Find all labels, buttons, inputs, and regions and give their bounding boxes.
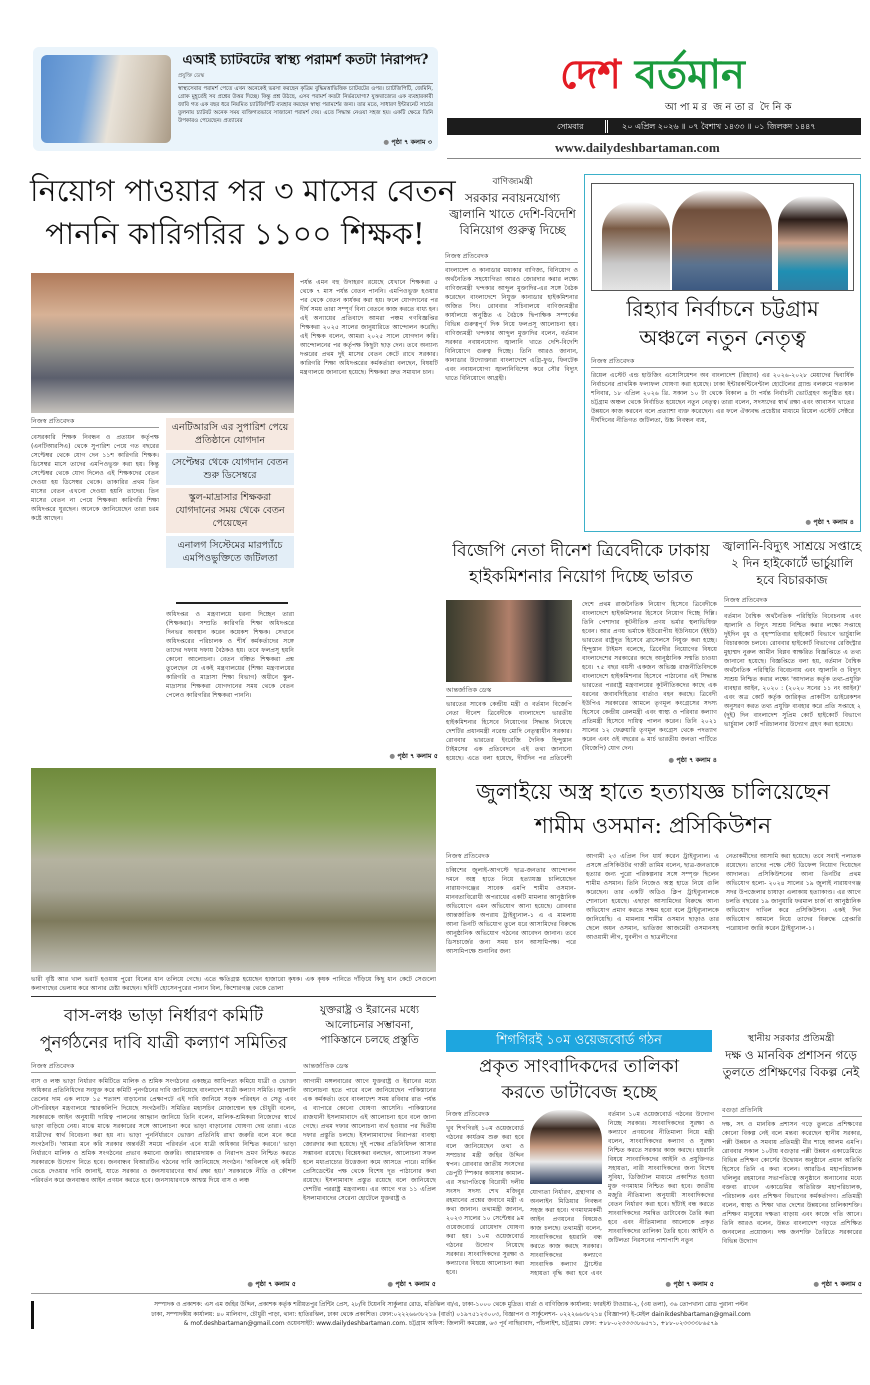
teaser-jump[interactable]: ● পৃষ্ঠা ৭ কলাম ৩	[383, 137, 432, 148]
pull-quote: এনালগ সিস্টেমের মারপ্যাঁচে এমপিওভুক্তিতে জটিলতা	[166, 536, 294, 568]
rehab-photos	[591, 183, 854, 291]
us-iran-headline[interactable]: যুক্তরাষ্ট্র ও ইরানের মধ্যে আলোচনার সম্ভাবনা, পাকিস্তানে চলছে প্রস্তুতি	[319, 1004, 420, 1046]
shamim-byline: নিজস্ব প্রতিবেদক	[446, 852, 576, 863]
lead-byline: নিজস্ব প্রতিবেদক	[31, 417, 159, 428]
wage-headline[interactable]	[446, 1054, 712, 1106]
lead-body-col1: বেসরকারি শিক্ষক নিবন্ধন ও প্রত্যয়ন কর্তৃপক্ষ (এনটিআরসিএ) থেকে সুপারিশ পেয়ে গত বছরের সেপ্টেম্বর থেকে যোগ দেন ১১শ কারিগরি শিক্ষক। ডিসেম্বর মাসে তাদের এমপিওভুক্ত করা হয়। কিন্তু সেপ্টেম্বর থেকে যোগ দিলেও এই শিক্ষকদের বেতন দেওয়া হয় ডিসেম্বর থেকে। তাকারির প্রথম তিন মাসের বেতন এখনো দেওয়া হয়নি তাদের। তিন মাসের বেতন না পেয়ে শিক্ষকরা কারিগরি শিক্ষা অধিদপ্তরে ঘুরছেন। অনেকে জানিয়েছেন তারা চরম কষ্টে আছেন।	[31, 434, 159, 522]
flood-photo	[31, 768, 436, 972]
minister-kicker: স্থানীয় সরকার প্রতিমন্ত্রী	[747, 1033, 835, 1044]
bjp-headline[interactable]	[445, 538, 717, 590]
rehab-headline-line1: রিহ্যাব নির্বাচনে চট্টগ্রাম	[626, 297, 819, 321]
shamim-headline[interactable]	[445, 776, 861, 844]
shamim-body-col1: চব্বিশের জুলাই-আগস্টে ছাত্র-জনতার আন্দোলন দমনে অস্ত্র হাতে নিয়ে হত্যাযজ্ঞ চালিয়েছেন নারায়ণগঞ্জের সাবেক এমপি শামীম ওসমান- মানবতাবিরোধী অপরাধের একটি মামলার আনুষ্ঠানিক অভিযোগে এমন অভিযোগ আনা হয়েছে। রোববার আন্তর্জাতিক অপরাধ ট্রাইব্যুনাল-১ এ এ মামলায় আনা তিনটি অভিযোগ তুলে ধরে আসামিদের বিরুদ্ধে আনুষ্ঠানিক অভিযোগ গঠনের আবেদন জানান। তবে ডিসচার্জের জন্য সময় চান আসামিপক্ষ। পরে আসামিপক্ষে শুনানির জন্য	[446, 867, 576, 955]
masthead-rule	[447, 158, 861, 159]
imprint-line1: সম্পাদক ও প্রকাশক: এস এম জহির উদ্দিন, প্রকাশক কর্তৃক শরীয়তপুর প্রিন্টিং প্রেস, ২৮/বি টয়েনবি সার্কুলার রোড, মতিঝিল বা/এ, ঢাকা-১০০০ থেকে মুদ্রিত। বার্তা ও বাণিজ্যিক কার্যালয়: ফারইস্ট টাওয়ার-২, (৩য় তলা), ৩৬ তোপখানা রোড পুরানা পল্টন	[154, 1301, 748, 1308]
us-iran-jump[interactable]: ● পৃষ্ঠা ৭ কলাম ৫	[340, 1280, 436, 1289]
bjp-headline-line2: হাইকমিশনার নিয়োগ দিচ্ছে ভারত	[469, 567, 693, 587]
teaser-photo	[41, 55, 171, 143]
commerce-body: বাংলাদেশ ও কানাডার মধ্যকার বাণিজ্য, বিনিয়োগ ও অর্থনৈতিক সহযোগিতা আরও জোরদার করার লক্ষ্যে বাণিজ্যমন্ত্রী খন্দকার আব্দুল মুক্তাদির-এর সঙ্গে বৈঠক করেছেন বাংলাদেশে নিযুক্ত কানাডার হাইকমিশনার অজিত সিং। রোববার সচিবালয়ে বাণিজ্যমন্ত্রীর কার্যালয়ে অনুষ্ঠিত এ বৈঠকে দ্বিপাক্ষিক সম্পর্কের বিভিন্ন গুরুত্বপূর্ণ দিক নিয়ে ফলপ্রসূ আলোচনা হয়। বাণিজ্যমন্ত্রী খন্দকার আব্দুল মুক্তাদির বলেন, বর্তমান সরকার নবায়নযোগ্য জ্বালানি খাতে দেশি-বিদেশি বিনিয়োগে গুরুত্ব দিচ্ছে। তিনি আরও জানান, কানাডার উদ্যোক্তারা বাংলাদেশে এগ্রি-ফুড, ফিনটেক এবং নবায়নযোগ্য জ্বালানিবিশেষ করে সৌর বিদ্যুৎ খাতে বিনিয়োগে আগ্রহী।	[445, 267, 578, 382]
imprint-bar-mark	[31, 1301, 34, 1329]
lead-headline-line1: নিয়োগ পাওয়ার পর ৩ মাসের বেতন	[30, 174, 456, 209]
minister-headline[interactable]: দক্ষ ও মানবিক প্রশাসন গড়ে তুলতে প্রশিক্ষণের বিকল্প নেই	[722, 1048, 860, 1079]
lead-headline-line2: পাননি কারিগরির ১১০০ শিক্ষক!	[45, 217, 425, 252]
minister-jump[interactable]: ● পৃষ্ঠা ৭ কলাম ৫	[760, 1280, 862, 1289]
bjp-headline-line1: বিজেপি নেতা দীনেশ ত্রিবেদীকে ঢাকায়	[452, 541, 710, 561]
bus-headline[interactable]	[31, 1003, 296, 1057]
rehab-headline[interactable]	[591, 295, 854, 353]
bus-body: বাস ও লঞ্চ ভাড়া নির্ধারণ কমিটিতে মালিক ও শ্রমিক সংগঠনের একচ্ছত্র আধিপত্য কমিয়ে যাত্রী ও ভোক্তা অধিকার প্রতিনিধিদের সংযুক্ত করে কমিটি পুনর্গঠনের দাবি জানিয়েছে বাংলাদেশ যাত্রী কল্যাণ সমিতি। জ্বালানি তেলের দাম এক লাফে ১৫ শতাংশ বাড়ানোর প্রেক্ষাপটে এই দাবি জানিয়ে সড়ক পরিবহন ও সেতু এবং নৌপরিবহন মন্ত্রণালয়ে স্মারকলিপি দিয়েছে সংগঠনটি। সমিতির মহাসচিব মোজাম্মেল হক চৌধুরী বলেন, সরকারকে আইন অনুযায়ী দায়িত্ব পালনের আহ্বান জানিয়ে তিনি বলেন, মালিক-শ্রমিকরা নিজেদের স্বার্থে ভাড়া বাড়িয়ে নেয়। মাঝে মাঝে সরকারের সঙ্গে আলোচনা করে ভাড়া বাড়ানোর ঘোষণা দেয় তারা। এতে যাত্রীদের স্বার্থ বিবেচনা করা হয় না। ভাড়া পুনর্নির্ধারণে ভোক্তা প্রতিনিধি রাখা জরুরি বলে মনে করে সংগঠনটি। 'আমরা মনে করি সরকার অন্তর্বর্তী সময়ে পরিবর্তন এনে যাত্রী অধিকার নিশ্চিত করবে।' ভাড়া নির্ধারণে মালিক ও শ্রমিক সংগঠনের প্রভাব কমানো জরুরি। আরামদায়ক ও নিরাপদ ভ্রমণ নিশ্চিত করতে সরকারকে উদ্যোগ নিতে হবে। জনবান্ধব বিআরটিএ গঠনের দাবি জানিয়েছে সংগঠন। 'অবিলম্বে এই কমিটি ভেঙে দেওয়ার দাবি জানাই, যাতে সরকার ও জনসাধারণের স্বার্থ রক্ষা হয়।' সরকারকে নীতি ও কৌশল পরিবর্তন করে জনবান্ধব আইন প্রণয়ন করতে হবে। জনসাধারণকে আশ্বস্ত দিয়ে বাস ও লঞ্চ	[31, 1078, 296, 1184]
website-url[interactable]: www.dailydeshbartaman.com	[555, 140, 720, 155]
shamim-headline-line2: শামীম ওসমান: প্রসিকিউশন	[534, 814, 772, 839]
date-text: ২০ এপ্রিল ২০২৬ ॥ ০৭ বৈশাখ ১৪৩৩ ॥ ০১ জিলকদ ১৪৪৭	[622, 122, 816, 131]
lead-headline[interactable]	[30, 170, 456, 256]
lead-body-col3: অধিদপ্তর ও মন্ত্রণালয়ে ধরনা দিচ্ছেন তারা (শিক্ষকরা)। সম্প্রতি কারিগরি শিক্ষা অধিদপ্তরে দিনভর অবস্থান করেন কয়েকশ শিক্ষক। সেখানে অধিদপ্তরের পরিচালক ও শীর্ষ কর্মকর্তাদের সঙ্গে তাদের দফায় দফায় বৈঠকও হয়। তবে ফলপ্রসূ হয়নি কোনো আলোচনা। বেতন বঞ্চিত শিক্ষকরা প্রশ্ন তুলেছেন যে একই মন্ত্রণালয়ের (শিক্ষা মন্ত্রণালয়ের কারিগরি ও মাদ্রাসা শিক্ষা বিভাগ) অধীনে স্কুল-মাদ্রাসার শিক্ষকরা যোগদানের সময় থেকে বেতন পেলেও কারিগরির শিক্ষকরা পাননি।	[166, 611, 294, 699]
portrait-center	[672, 190, 772, 290]
shamim-body-col2: আগামী ২৩ এপ্রিল দিন ধার্য করেন ট্রাইব্যুনাল। এ প্রসঙ্গে প্রসিকিউটর গাজী তামিম বলেন, ছাত্র-জনতাকে হত্যার জন্য পুরো পরিকল্পনার সঙ্গে সম্পৃক্ত ছিলেন শামীম ওসমান। তিনি নিজেও অস্ত্র হাতে নিয়ে গুলি করেছেন। তার একটি অডিও ক্লিপ ট্রাইব্যুনালকে শোনানো হয়েছে। এছাড়া আসামিদের বিরুদ্ধে আনা অভিযোগ প্রমাণ করতে সক্ষম হবো বলে ট্রাইব্যুনালকে জানিয়েছি। এ মামলায় শামীম ওসমান ছাড়াও তার ছেলে অয়ন ওসমান, ভাতিজা আজমেরী ওসমানসহ আওয়ামী লীগ, যুবলীগ ও ছাত্রলীগের	[586, 853, 719, 941]
commerce-headline[interactable]: সরকার নবায়নযোগ্য জ্বালানি খাতে দেশি-বিদেশি বিনিয়োগ গুরুত্ব দিচ্ছে	[449, 191, 576, 237]
court-body: বর্তমান বৈশ্বিক অর্থনৈতিক পরিস্থিতি বিবেচনায় এবং জ্বালানি ও বিদ্যুৎ সাশ্রয় নিশ্চিত করার লক্ষ্যে সপ্তাহে দুইদিন বুধ ও বৃহস্পতিবার হাইকোর্ট বিভাগে ভার্চুয়ালি বিচারকাজ চলবে। রোববার হাইকোর্ট বিভাগের রেজিস্ট্রার মুহাম্মদ নুরুল আমীন বিপ্লব স্বাক্ষরিত বিজ্ঞপ্তিতে এ তথ্য জানানো হয়েছে। বিজ্ঞপ্তিতে বলা হয়, বর্তমান বৈশ্বিক অর্থনৈতিক পরিস্থিতি বিবেচনায় এবং জ্বালানি ও বিদ্যুৎ সাশ্রয় নিশ্চিত করার লক্ষ্যে 'আদালত কর্তৃক তথ্য-প্রযুক্তি ব্যবহার আইন, ২০২০ : (২০২০ সনের ১১ নং আইন)' এবং অত্র কোর্ট কর্তৃক জারিকৃত প্রাকটিস ডাইরেকশন অনুসরণ করত তথ্য প্রযুক্তি ব্যবহার করে প্রতি সপ্তাহে ২ (দুই) দিন বাংলাদেশ সুপ্রিম কোর্ট হাইকোর্ট বিভাগে ভার্চুয়াল কোর্ট পরিচালনার উদ্যোগ গ্রহণ করা হয়েছে।	[724, 613, 861, 728]
bjp-photo	[446, 600, 572, 682]
rehab-box[interactable]	[584, 174, 861, 532]
lead-pullquotes	[166, 418, 294, 596]
date-bar	[447, 118, 861, 135]
bjp-byline: আন্তর্জাতিক ডেস্ক	[446, 686, 572, 697]
us-iran-body: আগামী মঙ্গলবারের আগে যুক্তরাষ্ট্র ও ইরানের মধ্যে আলোচনা হতে পারে বলে জানিয়েছেন পাকিস্তানের এক কর্মকর্তা। তবে বাংলাদেশ সময় রবিবার রাত পর্যন্ত এ ব্যাপারে কোনো ঘোষণা আসেনি। পাকিস্তানের রাজধানী ইসলামাবাদে এই আলোচনা হবে বলে জানা গেছে। প্রথম দফার আলোচনা ব্যর্থ হওয়ার পর দ্বিতীয় দফার প্রস্তুতি চলছে। ইসলামাবাদের নিরাপত্তা ব্যবস্থা জোরদার করা হয়েছে। দুই পক্ষের প্রতিনিধিদল আসার সম্ভাবনা রয়েছে। বিশ্লেষকরা বলছেন, আলোচনা সফল হলে মধ্যপ্রাচ্যের উত্তেজনা কমে আসতে পারে। মার্কিন প্রেসিডেন্টের পক্ষ থেকে বিশেষ দূত পাঠানোর কথা রয়েছে। ইসলামাবাদ প্রস্তুত রয়েছে বলে জানিয়েছে দেশটির পররাষ্ট্র মন্ত্রণালয়। এর আগে গত ১১ এপ্রিল ইসলামাবাদের সেরেনা হোটেলে যুক্তরাষ্ট্র ও	[303, 1078, 436, 1202]
us-iran-byline: আন্তর্জাতিক ডেস্ক	[303, 1062, 436, 1073]
section-rule	[31, 996, 436, 997]
bjp-body-col2: দেশে প্রথম রাজনৈতিক নিয়োগ হিসেবে ত্রিবেদীকে বাংলাদেশে হাইকমিশনার হিসেবে নিয়োগ দিচ্ছে দিল্লি। তিনি পেশাদার কূটনীতিক প্রণয় ভর্মার স্থলাভিষিক্ত হবেন। আর প্রণয় ভর্মাকে ইউরোপীয় ইউনিয়নে (ইইউ) ভারতের রাষ্ট্রদূত হিসেবে ব্রাসেলসে নিযুক্ত করা হচ্ছে। হিন্দুস্তান টাইমস বলেছে, ত্রিবেদীর নিয়োগের বিষয়ে বাংলাদেশের সরকারের কাছে আনুষ্ঠানিক সম্মতি চাওয়া হবে। ৭৫ বছর বয়সী একজন অভিজ্ঞ রাজনীতিবিদকে বাংলাদেশে হাইকমিশনার হিসেবে পাঠানোর এই সিদ্ধান্ত ভারতের পররাষ্ট্র মন্ত্রণালয়ের কূটনীতিকদের কাছে এক ধরনের জবাবদিহিতার বার্তাও বহন করছে। ত্রিবেদী ইউপিএ সরকারের আমলে তৃণমূল কংগ্রেসের সদস্য হিসেবে কেন্দ্রীয় রেলমন্ত্রী এবং স্বাস্থ্য ও পরিবার কল্যাণ প্রতিমন্ত্রী হিসেবে দায়িত্ব পালন করেন। তিনি ২০২১ সালের ১২ ফেব্রুয়ারি তৃণমূল কংগ্রেস থেকে পদত্যাগ করেন এবং ওই বছরের ৬ মার্চ ভারতীয় জনতা পার্টিতে (বিজেপি) যোগ দেন।	[582, 601, 717, 752]
date-day: সোমবার	[557, 122, 584, 131]
date-separator	[605, 120, 608, 133]
logo-part-desh: দেশ	[560, 51, 621, 98]
lead-photo	[31, 273, 294, 413]
court-byline: নিজস্ব প্রতিবেদক	[724, 596, 861, 607]
pull-quote: স্কুল-মাদ্রাসার শিক্ষকরা যোগদানের সময় থেকে বেতন পেয়েছেন	[166, 488, 294, 533]
bus-headline-line1: বাস-লঞ্চ ভাড়া নির্ধারণ কমিটি	[63, 1006, 264, 1026]
minister-photo	[530, 1110, 602, 1184]
pull-quote: এনটিআরসি এর সুপারিশ পেয়ে প্রতিষ্ঠানে যোগদান	[166, 418, 294, 450]
lead-body-col2: পর্যন্ত এমন বহু উদাহরণ রয়েছে যেখানে শিক্ষকরা ৫ থেকে ৭ মাস পর্যন্ত বেতন পাননি। এমপিওভুক্ত হওয়ার পর থেকে বেতন কার্যকর করা হয়। ফলে যোগদানের পর দীর্ঘ সময় তারা সম্পূর্ণ বিনা বেতনে কাজ করতে বাধ্য হন। এই অন্যায়ের প্রতিবাদে আমরা পঞ্চম গণবিজ্ঞপ্তির শিক্ষকরা ২০২৫ সালের জানুয়ারিতে আন্দোলন করেছি। এই শিক্ষক বলেন, আমরা ২০২৫ সালে যোগদান করি। আন্দোলনের পর কর্তৃপক্ষ কিছুটা ছাড় দেন। তবে অন্যান্য দপ্তরের প্রথম দুই মাসের বেতন কেটে রাখে সরকার। কারিগরি শিক্ষা অধিদপ্তরের কর্মকর্তারা বলছেন, বিষয়টি মন্ত্রণালয়ে জানানো হয়েছে। শিক্ষকরা দ্রুত সমাধান চান।	[300, 279, 438, 376]
masthead-tagline: আ পা ম র জ ন তা র দৈ নি ক	[665, 102, 792, 113]
flood-caption: ভারী বৃষ্টি আর খাল ভরাট হওয়ায় পুরো বিলের ধান তলিয়ে গেছে। এতে ক্ষতিগ্রস্ত হয়েছেন হাজারো কৃষক। এক কৃষক পানিতে দাঁড়িয়ে কিছু ধান কেটে সেগুলো কলাগাছের ভেলায় করে আনার চেষ্টা করছেন। ছবিটি হোসেনপুরের পানান বিল, কিশোরগঞ্জ থেকে তোলা	[31, 976, 436, 992]
portrait-left	[602, 202, 670, 290]
teaser-box[interactable]	[33, 47, 438, 151]
lead-jump[interactable]: ● পৃষ্ঠা ৭ কলাম ৫	[330, 752, 438, 761]
wage-banner[interactable]: শিগগিরই ১০ম ওয়েজবোর্ড গঠন	[446, 1030, 712, 1052]
rehab-byline: নিজস্ব প্রতিবেদক	[591, 357, 854, 368]
shamim-headline-line1: জুলাইয়ে অস্ত্র হাতে হত্যাযজ্ঞ চালিয়েছেন	[476, 780, 830, 805]
imprint-line2: ঢাকা, সম্পাদকীয় কার্যালয়: ৪০ মালিবাগ, চৌধুরী পাড়া, থানা: হাতিরঝিল, ঢাকা থেকে প্রকাশিত। ফোন:০২২২৬৬৩৮২১৬ (বার্তা) ০১৯৭৫১২৩০০৩, বিজ্ঞাপন ও সার্কুলেশন- ০২২২৬৬৩৮২১৪ (বিজ্ঞাপন) ই-মেইল dainikdeshbartaman@gmail.com	[151, 1310, 751, 1318]
logo-part-bartaman: বর্তমান	[634, 51, 745, 98]
minister-byline: বগুড়া প্রতিনিধি	[722, 1106, 862, 1117]
teaser-byline: প্রযুক্তি ডেস্ক	[178, 73, 433, 84]
rehab-body: রিয়েল এস্টেট এন্ড হাউজিং এসোসিয়েশন অব বাংলাদেশ (রিহ্যাব) এর ২০২৬-২০২৮ মেয়াদের দ্বিবার্ষিক নির্বাচনের প্রাথমিক ফলাফল ঘোষণা করা হয়েছে। ঢাকা ইন্টারকন্টিনেন্টাল হোটেলের গ্র্যান্ড বলরুমে গতকাল শনিবার, ১৮ এপ্রিল ২০২৬ খ্রি. সকাল ১০ টা থেকে বিকাল ৪ টা পর্যন্ত নির্বাচনী ভোটগ্রহণ অনুষ্ঠিত হয়। চট্টগ্রাম অঞ্চল থেকে নির্বাচিত হয়েছেন নতুন নেতৃত্ব। তারা বলেন, সদস্যদের স্বার্থ রক্ষা এবং আবাসন খাতের উন্নয়নে কাজ করবেন বলে প্রত্যাশা ব্যক্ত করেছেন। এর ফলে ঐক্যবদ্ধ প্রচেষ্টার মাধ্যমে রিয়েল এস্টেট সেক্টরে দীর্ঘদিনের নীতিগত জটিলতা, উচ্চ নিবন্ধন ব্যয়,	[591, 372, 854, 424]
imprint-rule	[31, 1293, 862, 1294]
bjp-jump[interactable]: ● পৃষ্ঠা ৭ কলাম ৪	[640, 756, 717, 765]
teaser-headline[interactable]: এআই চ্যাটবটের স্বাস্থ্য পরামর্শ কতটা নিরাপদ?	[182, 53, 429, 68]
quote-mark-icon	[176, 598, 288, 604]
wage-body-col1: খুব শিগগিরই ১০ম ওয়েজবোর্ড গঠনের কার্যক্রম শুরু করা হবে বলে জানিয়েছেন তথ্য ও সম্প্রচার মন্ত্রী জহির উদ্দিন স্বপন। রোববার জাতীয় সংসদের ডেপুটি স্পিকার কায়সার কামাল-এর সভাপতিত্বে বিরোধী দলীয় সংসদ সদস্য শেখ মজিবুর রহমানের প্রশ্নের জবাবে মন্ত্রী এ কথা জানান। তথ্যমন্ত্রী জানান, ২০২৩ সালের ১০ সেপ্টেম্বর ৯ম ওয়েজবোর্ড রোয়েদাদ ঘোষণা করা হয়। ১০ম ওয়েজবোর্ড গঠনের উদ্যোগ নিয়েছে সরকার। সাংবাদিকদের সুরক্ষা ও কল্যাণের বিষয়ে আলোচনা করা হবে।	[446, 1125, 524, 1276]
court-headline[interactable]: জ্বালানি-বিদ্যুৎ সাশ্রয়ে সপ্তাহে ২ দিন হাইকোর্টে ভার্চুয়ালি হবে বিচারকাজ	[722, 539, 862, 587]
wage-body-col3: যোগ্যতা নির্ধারণ, গ্রন্থাগার ও অনলাইন মিডিয়ার নিবন্ধন সহজ করা হবে। গণমাধ্যমকর্মী আইন প্রণয়নের বিষয়েও কাজ চলছে। তথ্যমন্ত্রী বলেন, সাংবাদিকদের হয়রানি বন্ধ করতে কাজ করছে সরকার। সাংবাদিকদের কল্যাণে সাংবাদিক কল্যাণ ট্রাস্টের সহায়তা বৃদ্ধি করা হবে এবং	[530, 1189, 602, 1277]
wage-byline: নিজস্ব প্রতিবেদক	[446, 1110, 524, 1121]
shamim-body-col3: নেতাকর্মীদের আসামি করা হয়েছে। তবে সবাই পলাতক রয়েছেন। তাদের পক্ষে স্টেট ডিফেন্স নিয়োগ দিয়েছেন আদালত। প্রসিকিউশনের আনা তিনটির প্রথম অভিযোগ হলো- ২০২৪ সালের ১৯ জুলাই নারায়ণগঞ্জ সদর উপজেলার চাষাড়া এলাকায় হত্যাকাণ্ড। এর আগে চলতি বছরের ১৯ জানুয়ারি ফরমাল চার্জ বা আনুষ্ঠানিক অভিযোগ দাখিল করে প্রসিকিউশন। একই দিন অভিযোগ আমলে নিয়ে তাদের বিরুদ্ধে গ্রেপ্তারি পরোয়ানা জারি করেন ট্রাইব্যুনাল-১।	[726, 853, 861, 932]
bus-byline: নিজস্ব প্রতিবেদক	[31, 1062, 296, 1073]
wage-headline-line1: প্রকৃত সাংবাদিকদের তালিকা	[479, 1056, 679, 1077]
wage-body-col2: বর্তমান ১০ম ওয়েজবোর্ড গঠনের উদ্যোগ নিচ্ছে সরকার। সাংবাদিকদের সুরক্ষা ও কল্যাণে প্রণয়নের নীতিমালা নিয়ে মন্ত্রী বলেন, সাংবাদিকদের কল্যাণ ও সুরক্ষা নিশ্চিত করতে সরকার কাজ করছে। হয়রানি বিষয়ে সাংবাদিকদের আইনি ও প্রযুক্তিগত সহায়তা, নারী সাংবাদিকদের জন্য বিশেষ সুবিধা, ডিজিটাল মাধ্যমে প্রকাশিত হওয়া মুক্ত গণমাধ্যম নিশ্চিত করা হবে। জাতীয় মজুরি নীতিমালা অনুযায়ী সাংবাদিকদের বেতন নির্ধারণ করা হবে। ছাঁটাই বন্ধ করতে সাংবাদিকদের সমন্বিত ডাটাবেজ তৈরি করা হবে এবং নীতিমালার আলোকে প্রকৃত সাংবাদিকদের তালিকা তৈরি হবে। আইনি ও জটিলতা নিরসনের পাশাপাশি নতুন	[608, 1111, 714, 1244]
portrait-right	[778, 196, 848, 290]
rehab-jump[interactable]: ● পৃষ্ঠা ৭ কলাম ৪	[805, 518, 854, 527]
masthead-logo[interactable]	[560, 50, 860, 100]
imprint	[40, 1300, 862, 1329]
pull-quote: সেপ্টেম্বর থেকে যোগদান বেতন শুরু ডিসেম্বরে	[166, 453, 294, 485]
wage-jump[interactable]: ● পৃষ্ঠা ৭ কলাম ৫	[615, 1280, 714, 1289]
commerce-byline: নিজস্ব প্রতিবেদক	[445, 252, 578, 263]
commerce-kicker: বাণিজ্যমন্ত্রী	[492, 177, 533, 187]
bus-headline-line2: পুনর্গঠনের দাবি যাত্রী কল্যাণ সমিতির	[39, 1033, 288, 1053]
bus-jump[interactable]: ● পৃষ্ঠা ৭ কলাম ৫	[200, 1280, 296, 1289]
bjp-body-col1: ভারতের সাবেক কেন্দ্রীয় মন্ত্রী ও বর্তমান বিজেপি নেতা দীনেশ ত্রিবেদীকে বাংলাদেশে ভারতীয় হাইকমিশনার হিসেবে নিয়োগের সিদ্ধান্ত নিয়েছে দেশটির প্রধানমন্ত্রী নরেন্দ্র মোদি নেতৃত্বাধীন সরকার। রোববার ভারতের ইংরেজি দৈনিক হিন্দুস্তান টাইমসের এক প্রতিবেদনে এই তথ্য জানানো হয়েছে। এতে বলা হয়েছে, দীর্ঘদিন পর প্রতিবেশী	[446, 701, 572, 762]
imprint-line3: & mof.deshbartaman@gmail.com ওয়েবসাইট: www.dailydeshbartaman.com. চট্টগ্রাম অফিস: জিলানী কমপ্লেক্স, ৬৩ পূর্ব নাছিরাবাদ, পাঁচলাইশ, চট্টগ্রাম। ফোন: +৮৮-০২৩৩৩৩৮৬৫৭১, +৮৮-০২৩৩৩৩৮৬৫৭৯	[183, 1320, 719, 1327]
rehab-headline-line2: অঞ্চলে নতুন নেতৃত্ব	[639, 326, 806, 350]
minister-body: দক্ষ, সৎ ও মানবিক প্রশাসন গড়ে তুলতে প্রশিক্ষণের কোনো বিকল্প নেই বলে মন্তব্য করেছেন স্থানীয় সরকার, পল্লী উন্নয়ন ও সমবায় প্রতিমন্ত্রী মীর শাহে আলম এমপি। রোববার সকাল ১০টায় বগুড়ার পল্লী উন্নয়ন একাডেমিতে বিভিন্ন প্রশিক্ষণ কোর্সের উদ্বোধন অনুষ্ঠানে প্রধান অতিথি হিসেবে তিনি এ কথা বলেন। আরডিএ মহাপরিচালক খলিলুর রহমানের সভাপতিত্বে অনুষ্ঠানে অন্যান্যের মধ্যে বক্তব্য রাখেন একাডেমির অতিরিক্ত মহাপরিচালক, পরিচালক এবং প্রশিক্ষণ বিভাগের কর্মকর্তাগণ। প্রতিমন্ত্রী বলেন, স্বাস্থ্য ও শিক্ষা খাত দেশের উন্নয়নের চালিকাশক্তি। প্রশিক্ষণ মানুষের দক্ষতা বাড়ায় এবং কাজে গতি আনে। তিনি আরও বলেন, উন্নত বাংলাদেশ গড়তে প্রশিক্ষিত জনবলের প্রয়োজন। দক্ষ জনশক্তি তৈরিতে সরকারের বিভিন্ন উদ্যোগ	[722, 1121, 862, 1245]
wage-headline-line2: করতে ডাটাবেজ হচ্ছে	[501, 1082, 657, 1103]
teaser-body: স্বাস্থ্যসেবার পরামর্শ পেতে এখন অনেকেই ভরসা করছেন কৃত্রিম বুদ্ধিমত্তাভিত্তিক চ্যাটবটের ওপর। চ্যাটজিপিটি, জেমিনি, গ্রোক মুহূর্তেই সব প্রশ্নের উত্তর দিচ্ছে। কিন্তু প্রশ্ন উঠছে, এসব পরামর্শ কতটা নির্ভরযোগ্য? যুক্তরাজ্যের এক ব্যবহারকারী জাবি গত এক বছর ধরে নিয়মিত চ্যাটজিপিটি ব্যবহার করছেন স্বাস্থ্য পরামর্শের জন্য। তার মতে, সাধারণ ইন্টারনেট সার্চের তুলনায় চ্যাটবট অনেক সময় ব্যক্তিগতভাবে সাজানো পরামর্শ দেয়। এতে সিদ্ধান্ত নেওয়া সহজ হয়। একটি ক্ষেত্রে তিনি উপকারও পেয়েছেন। প্রত্যাবের	[178, 86, 433, 124]
